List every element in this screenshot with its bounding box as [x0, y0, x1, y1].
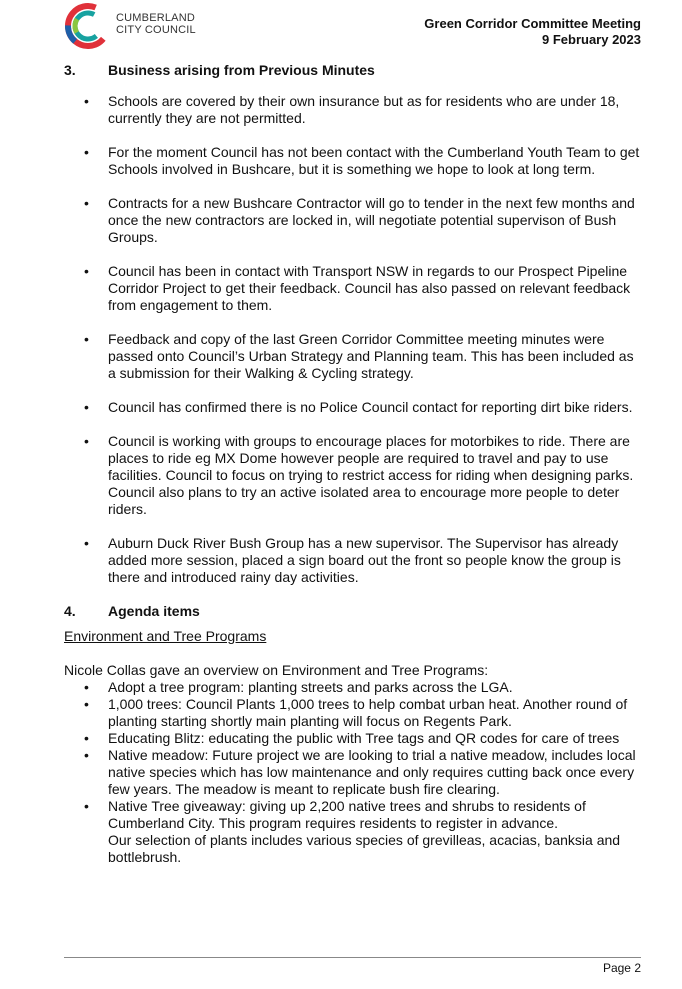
- list-item-text: For the moment Council has not been contact with the Cumberland Youth Team to get Schools involved in Bushcare, but it is something we hope to look at long term.: [108, 144, 640, 177]
- council-logo-mark: [64, 0, 112, 52]
- bullet-icon: •: [84, 433, 89, 449]
- list-item: [64, 535, 644, 586]
- section-4-heading: [64, 603, 644, 620]
- bullet-icon: •: [84, 747, 89, 763]
- list-item-text: Schools are covered by their own insurance but as for residents who are under 18, currently they are not permitted.: [108, 93, 620, 126]
- section-number: 4.: [64, 603, 76, 619]
- list-item-text: Auburn Duck River Bush Group has a new supervisor. The Supervisor has already added more session, placed a sign board out the front so people know the group is there and introduced rainy day activities.: [108, 535, 621, 585]
- list-item-text: Feedback and copy of the last Green Corridor Committee meeting minutes were passed onto Council’s Urban Strategy and Planning team. This has been included as a submission for their Walking & Cycling strategy.: [108, 331, 634, 381]
- section-3-heading: [64, 62, 644, 79]
- council-logo: [64, 0, 214, 52]
- bullet-icon: •: [84, 535, 89, 551]
- list-item: [64, 730, 644, 747]
- meeting-header: [424, 16, 641, 48]
- list-item: [64, 798, 644, 866]
- list-item: [64, 433, 644, 518]
- list-item-text: Adopt a tree program: planting streets and parks across the LGA.: [108, 679, 513, 695]
- bullet-icon: •: [84, 696, 89, 712]
- programs-list: [64, 679, 644, 866]
- bullet-icon: •: [84, 798, 89, 814]
- list-item: [64, 331, 644, 382]
- bullet-icon: •: [84, 195, 89, 211]
- meeting-title: Green Corridor Committee Meeting: [424, 16, 641, 31]
- list-item-text: Native Tree giveaway: giving up 2,200 native trees and shrubs to residents of Cumberland City. This program requires residents to register in advance.: [108, 798, 586, 831]
- list-item: [64, 263, 644, 314]
- list-item-text: Contracts for a new Bushcare Contractor will go to tender in the next few months and once the new contractors are locked in, will negotiate potential supervison of Bush Groups.: [108, 195, 635, 245]
- meeting-date: 9 February 2023: [541, 32, 641, 47]
- bullet-icon: •: [84, 331, 89, 347]
- page-number: Page 2: [602, 961, 641, 975]
- list-item: [64, 93, 644, 127]
- section-title: Agenda items: [108, 603, 200, 619]
- list-item-text: Educating Blitz: educating the public with Tree tags and QR codes for care of trees: [108, 730, 620, 746]
- list-item: [64, 747, 644, 798]
- list-item-followup: Our selection of plants includes various species of grevilleas, acacias, banksia and bottlebrush.: [108, 832, 621, 865]
- list-item-text: 1,000 trees: Council Plants 1,000 trees to help combat urban heat. Another round of planting starting shortly main planting will focus on Regents Park.: [108, 696, 628, 729]
- bullet-icon: •: [84, 93, 89, 109]
- list-item-text: Council has been in contact with Transport NSW in regards to our Prospect Pipeline Corridor Project to get their feedback. Council has also passed on relevant feedback from engagement to them.: [108, 263, 631, 313]
- bullet-icon: •: [84, 144, 89, 160]
- list-item-text: Council has confirmed there is no Police Council contact for reporting dirt bike riders.: [108, 399, 633, 415]
- council-name-line1: CUMBERLAND: [116, 12, 196, 24]
- list-item: [64, 195, 644, 246]
- intro-paragraph: Nicole Collas gave an overview on Environment and Tree Programs:: [64, 662, 489, 678]
- bullet-icon: •: [84, 679, 89, 695]
- bullet-icon: •: [84, 263, 89, 279]
- minutes-list: [64, 93, 644, 586]
- footer-divider: [64, 957, 641, 958]
- section-title: Business arising from Previous Minutes: [108, 62, 375, 78]
- section-number: 3.: [64, 62, 76, 78]
- bullet-icon: •: [84, 730, 89, 746]
- list-item: [64, 399, 644, 416]
- bullet-icon: •: [84, 399, 89, 415]
- list-item: [64, 679, 644, 696]
- subsection-heading: Environment and Tree Programs: [64, 628, 267, 644]
- list-item-text: Council is working with groups to encourage places for motorbikes to ride. There are places to ride eg MX Dome however people are required to travel and pay to use facilities. Council to focus on trying to restrict access for riding when designing parks. Council also plans to try an active isolated area to encourage more people to deter riders.: [108, 433, 634, 517]
- list-item: [64, 696, 644, 730]
- list-item: [64, 144, 644, 178]
- list-item-text: Native meadow: Future project we are looking to trial a native meadow, includes local native species which has low maintenance and only requires cutting back once every few years. The meadow is meant to replicate bush fire clearing.: [108, 747, 636, 797]
- council-name: [116, 12, 196, 36]
- council-name-line2: CITY COUNCIL: [116, 24, 196, 36]
- document-body: [64, 62, 644, 866]
